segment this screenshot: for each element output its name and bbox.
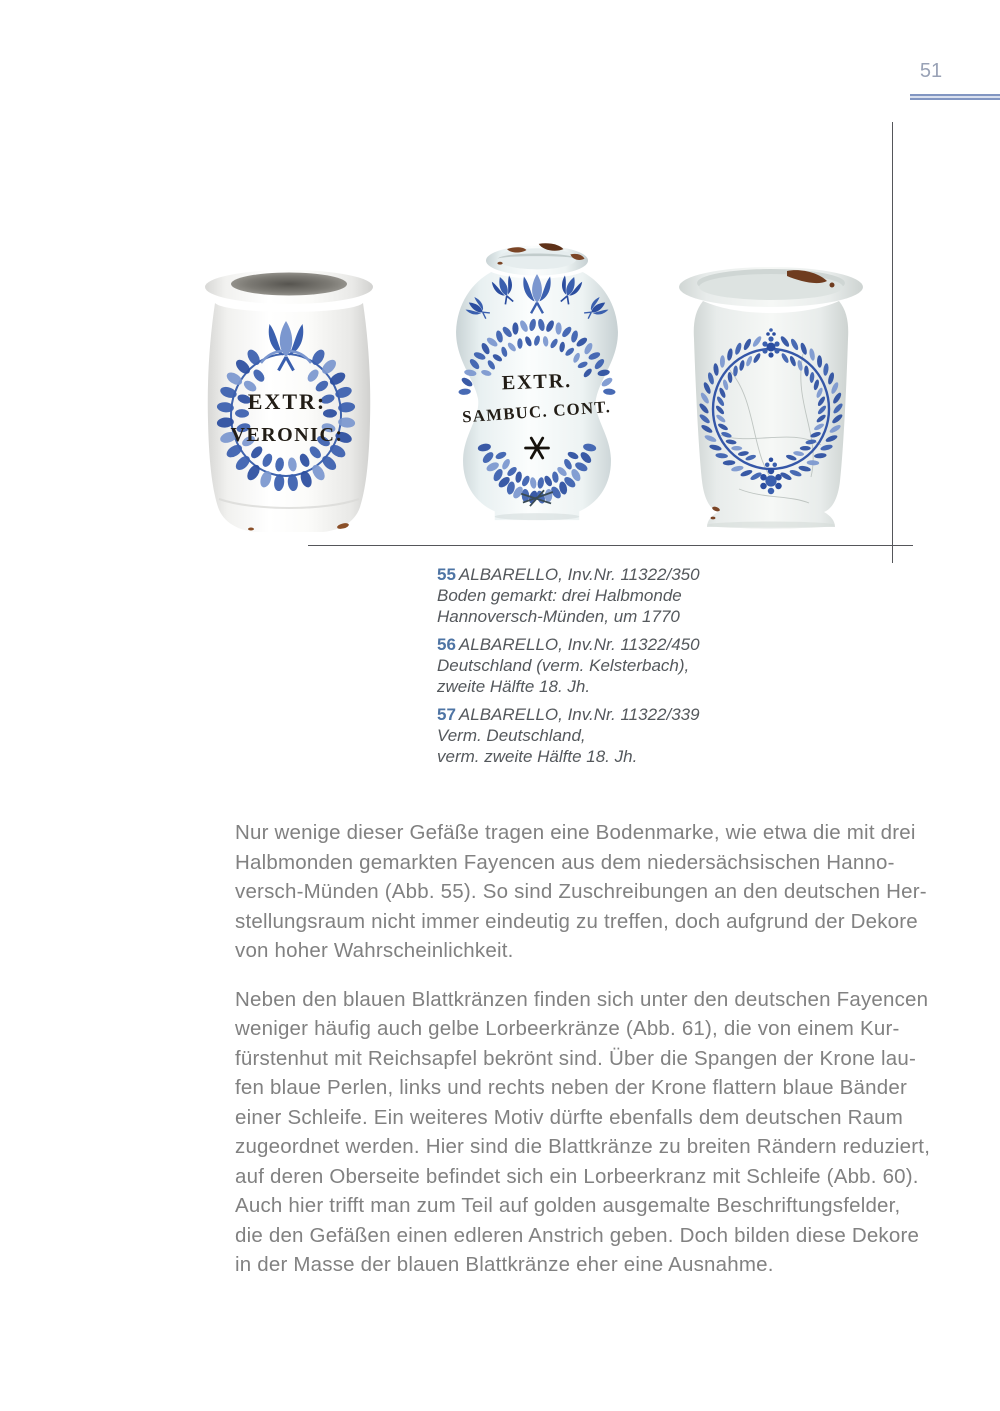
caption-title: ALBARELLO, Inv.Nr. 11322/450 [458,635,700,654]
text-line: Halbmonden gemarkten Fayencen aus dem niedersächsischen Hanno- [235,850,895,874]
chip [248,528,254,531]
caption-entry [437,704,700,767]
caption-entry [437,634,700,697]
photo-divider-horizontal [308,545,913,546]
base-shadow [495,513,579,520]
text-line: von hoher Wahrscheinlichkeit. [235,939,514,962]
chip [830,283,835,288]
caption-line: Boden gemarkt: drei Halbmonde [437,586,682,605]
body-text [235,818,930,1299]
jar-label-text: VERONIC: [230,424,344,446]
jar-photo-56 [449,221,625,543]
figure-captions [437,564,700,774]
caption-title-line [437,634,700,655]
paragraph [235,985,930,1280]
caption-line: zweite Hälfte 18. Jh. [437,677,591,696]
jar-label-text: EXTR: [247,389,327,414]
jar-opening [231,273,347,296]
chip [711,517,716,520]
photo-divider-vertical [892,122,893,563]
chip [497,262,502,265]
text-line: zugeordnet werden. Hier sind die Blattkränze zu breiten Rändern reduziert, [235,1135,931,1158]
jar-label-text: EXTR. [501,369,573,395]
text-line: fürstenhut mit Reichsapfel bekrönt sind. Über die Spangen der Krone lau- [235,1046,917,1070]
header-rule [910,94,1000,100]
caption-line: verm. zweite Hälfte 18. Jh. [437,747,638,766]
base-shadow [707,522,835,529]
caption-title-line [437,564,700,585]
caption-number: 56 [437,635,456,654]
text-line: versch-Münden (Abb. 55). So sind Zuschreibungen an den deutschen Her- [235,880,927,903]
text-line: fen blaue Perlen, links und rechts neben der Krone flattern blaue Bänder [235,1076,907,1099]
text-line: Nur wenige dieser Gefäße tragen eine Bodenmarke, wie etwa die mit drei [235,821,916,844]
jar-photo-55 [193,263,381,535]
text-line: die den Gefäßen einen edleren Anstrich geben. Doch bilden diese Dekore [235,1223,920,1247]
caption-number: 55 [437,565,456,584]
text-line: Auch hier trifft man zum Teil auf golden ausgemalte Beschriftungsfelder, [235,1194,901,1217]
page-number: 51 [919,60,943,82]
jar-label-text: SAMBUC. CONT. [461,397,612,427]
caption-line: Hannoversch-Münden, um 1770 [437,607,680,626]
caption-line: Verm. Deutschland, [437,726,586,745]
caption-title: ALBARELLO, Inv.Nr. 11322/339 [458,705,700,724]
caption-entry [437,564,700,627]
caption-title-line [437,704,700,725]
text-line: in der Masse der blauen Blattkränze eher eine Ausnahme. [235,1253,774,1276]
caption-number: 57 [437,705,456,724]
jar-photo-57 [669,259,873,535]
text-line: Neben den blauen Blattkränzen finden sich unter den deutschen Fayencen [235,987,929,1011]
paragraph [235,818,930,966]
jar-opening [497,248,576,269]
caption-line: Deutschland (verm. Kelsterbach), [437,656,690,675]
text-line: weniger häufig auch gelbe Lorbeerkränze (Abb. 61), die von einem Kur- [235,1017,900,1040]
text-line: auf deren Oberseite befindet sich ein Lorbeerkranz mit Schleife (Abb. 60). [235,1164,919,1188]
text-line: einer Schleife. Ein weiteres Motiv dürfte ebenfalls dem deutschen Raum [235,1105,904,1129]
caption-title: ALBARELLO, Inv.Nr. 11322/350 [458,565,700,584]
text-line: stellungsraum nicht immer eindeutig zu treffen, doch aufgrund der Dekore [235,909,918,933]
